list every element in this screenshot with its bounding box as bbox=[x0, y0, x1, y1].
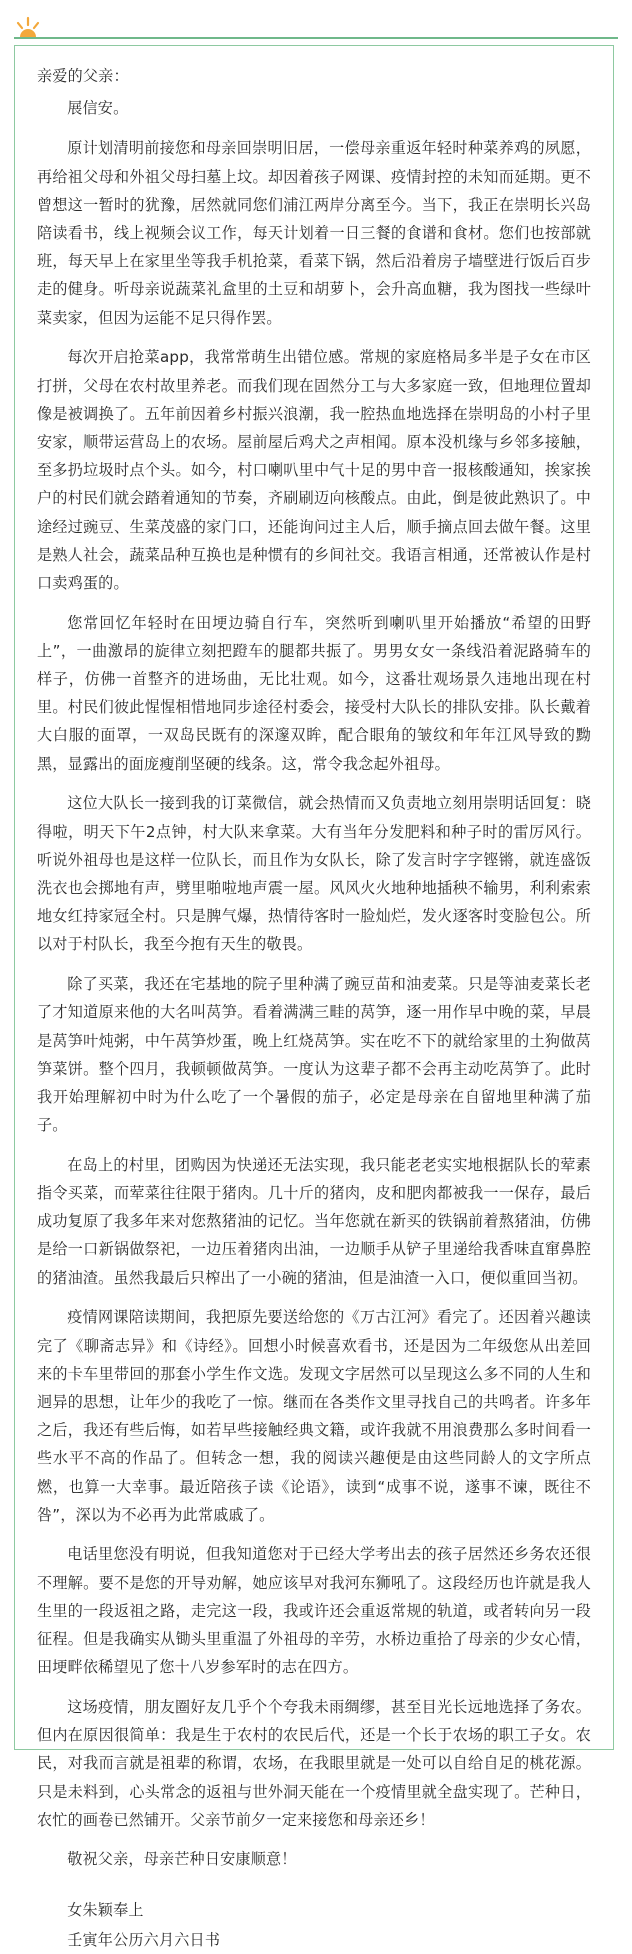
sun-icon bbox=[14, 16, 42, 38]
paragraph: 您常回忆年轻时在田埂边骑自行车，突然听到喇叭里开始播放“希望的田野上”，一曲激昂的旋律立刻把蹬车的腿都共振了。男男女女一条线沿着泥路骑车的样子，仿佛一首整齐的进场曲，无比壮观。如今，这番壮观场景久违地出现在村里。村民们彼此惺惺相惜地同步途径村委会，接受村大队长的排队安排。队长戴着大白服的面罩，一双岛民既有的深邃双眸，配合眼角的皱纹和年年江风导致的黝黑，显露出的面庞瘦削坚硬的线条。这，常令我念起外祖母。 bbox=[37, 613, 591, 773]
paragraph: 每次开启抢菜app，我常常萌生出错位感。常规的家庭格局多半是子女在市区打拼，父母在农村故里养老。而我们现在固然分工与大多家庭一致，但地理位置却像是被调换了。五年前因着乡村振兴浪潮，我一腔热血地选择在崇明岛的小村子里安家，顺带运营岛上的农场。屋前屋后鸡犬之声相闻。原本没机缘与乡邻多接触，至多扔垃圾时点个头。如今，村口喇叭里中气十足的男中音一报核酸通知，挨家挨户的村民们就会踏着通知的节奏，齐刷刷迈向核酸点。由此，倒是彼此熟识了。中途经过豌豆、生菜茂盛的家门口，还能询问过主人后，顺手摘点回去做午餐。这里是熟人社会，蔬菜品种互换也是种惯有的乡间社交。我语言相通，还常被认作是村口卖鸡蛋的。 bbox=[37, 348, 591, 592]
paragraph: 电话里您没有明说，但我知道您对于已经大学考出去的孩子居然还乡务农还很不理解。要不是您的开导劝解，她应该早对我河东狮吼了。这段经历也许就是我人生里的一段返祖之路，走完这一段，我或许还会重返常规的轨道，或者转向另一段征程。但是我确实从锄头里重温了外祖母的辛劳，水桥边重拾了母亲的少女心情，田埂畔依稀望见了您十八岁参军时的志在四方。 bbox=[37, 1545, 591, 1677]
header-divider bbox=[14, 37, 618, 39]
salutation: 亲爱的父亲： bbox=[37, 67, 129, 85]
letter-date: 壬寅年公历六月六日书 bbox=[67, 1930, 221, 1949]
signature: 女朱颖奉上 bbox=[67, 1900, 144, 1919]
greeting: 展信安。 bbox=[67, 99, 129, 118]
paragraph: 这位大队长一接到我的订菜微信，就会热情而又负责地立刻用崇明话回复：晓得啦，明天下午2点钟，村大队来拿菜。大有当年分发肥料和种子时的雷厉风行。听说外祖母也是这样一位队长，而且作为女队长，除了发言时字字铿锵，就连盛饭洗衣也会掷地有声，劈里啪啦地声震一屋。风风火火地种地插秧不输男，利利索索地女红持家冠全村。只是脾气爆，热情待客时一脸灿烂，发火逐客时变脸包公。所以对于村队长，我至今抱有天生的敬畏。 bbox=[37, 794, 591, 954]
paragraph: 在岛上的村里，团购因为快递还无法实现，我只能老老实实地根据队长的荤素指令买菜，而荤菜往往限于猪肉。几十斤的猪肉，皮和肥肉都被我一一保存，最后成功复原了我多年来对您熬猪油的记忆。当年您就在新买的铁锅前着熬猪油，仿佛是给一口新锅做祭祀，一边压着猪肉出油，一边顺手从铲子里递给我香味直窜鼻腔的猪油渣。虽然我最后只榨出了一小碗的猪油，但是油渣一入口，便似重回当初。 bbox=[37, 1155, 591, 1287]
paragraph: 除了买菜，我还在宅基地的院子里种满了豌豆苗和油麦菜。只是等油麦菜长老了才知道原来他的大名叫莴笋。看着满满三畦的莴笋，逐一用作早中晚的菜，早晨是莴笋叶炖粥，中午莴笋炒蛋，晚上红烧莴笋。实在吃不下的就给家里的土狗做莴笋菜饼。整个四月，我顿顿做莴笋。一度认为这辈子都不会再主动吃莴笋了。此时我开始理解初中时为什么吃了一个暑假的茄子，必定是母亲在自留地里种满了茄子。 bbox=[37, 975, 591, 1135]
paragraph: 原计划清明前接您和母亲回崇明旧居，一偿母亲重返年轻时种菜养鸡的夙愿，再给祖父母和外祖父母扫墓上坟。却因着孩子网课、疫情封控的未知而延期。更不曾想这一暂时的犹豫，居然就同您们浦江两岸分离至今。当下，我正在崇明长兴岛陪读看书，线上视频会议工作，每天计划着一日三餐的食谱和食材。您们也按部就班，每天早上在家里坐等我手机抢菜，看菜下锅，然后沿着房子墙壁进行饭后百步走的健身。听母亲说蔬菜礼盒里的土豆和胡萝卜，会升高血糖，我为图找一些绿叶菜卖家，但因为运能不足只得作罢。 bbox=[37, 139, 591, 327]
paragraph: 这场疫情，朋友圈好友几乎个个夸我未雨绸缪，甚至目光长远地选择了务农。但内在原因很简单：我是生于农村的农民后代，还是一个长于农场的职工子女。农民，对我而言就是祖辈的称谓，农场，在我眼里就是一处可以自给自足的桃花源。只是未料到，心头常念的返祖与世外洞天能在一个疫情里就全盘实现了。芒种日，农忙的画卷已然铺开。父亲节前夕一定来接您和母亲还乡！ bbox=[37, 1697, 591, 1829]
closing-line: 敬祝父亲，母亲芒种日安康顺意！ bbox=[67, 1850, 297, 1869]
letter-body bbox=[14, 45, 614, 1949]
paragraph: 疫情网课陪读期间，我把原先要送给您的《万古江河》看完了。还因着兴趣读完了《聊斋志异》和《诗经》。回想小时候喜欢看书，还是因为二年级您从出差回来的卡车里带回的那套小学生作文选。发现文字居然可以呈现这么多不同的人生和迥异的思想，让年少的我吃了一惊。继而在各类作文里寻找自己的共鸣者。许多年之后，我还有些后悔，如若早些接触经典文籍，或许我就不用浪费那么多时间看一些水平不高的作品了。但转念一想，我的阅读兴趣便是由这些同龄人的文字所点燃，也算一大幸事。最近陪孩子读《论语》，读到“成事不说，遂事不谏，既往不咎”，深以为不必再为此常戚戚了。 bbox=[37, 1308, 591, 1524]
